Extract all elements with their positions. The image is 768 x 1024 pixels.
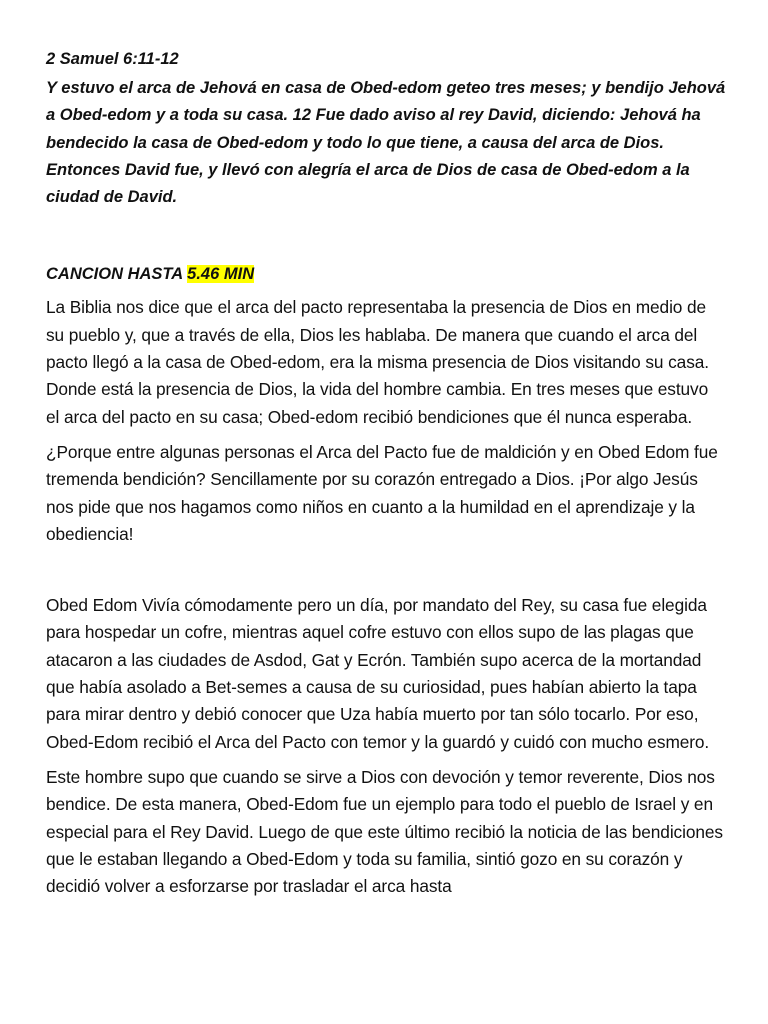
paragraph-1: La Biblia nos dice que el arca del pacto representaba la presencia de Dios en medio de su pueblo y, que a través de ella, Dios les hablaba. De manera que cuando el arca del pacto llegó a la casa de Obed-edom, era la misma presencia de Dios visitando su casa. Donde está la presencia de Dios, la vida del hombre cambia. En tres meses que estuvo el arca del pacto en su casa; Obed-edom recibió bendiciones que él nunca esperaba. (46, 297, 709, 427)
scripture-reference: 2 Samuel 6:11-12 (46, 50, 179, 68)
scripture-verse: Y estuvo el arca de Jehová en casa de Obed-edom geteo tres meses; y bendijo Jehová a Obed-edom y a toda su casa. 12 Fue dado aviso al rey David, diciendo: Jehová ha bendecido la casa de Obed-edom y todo lo que tiene, a causa del arca de Dios. Entonces David fue, y llevó con alegría el arca de Dios de casa de Obed-edom a la ciudad de David. (46, 79, 726, 207)
paragraph-2: ¿Porque entre algunas personas el Arca del Pacto fue de maldición y en Obed Edom fue tremenda bendición? Sencillamente por su corazón entregado a Dios. ¡Por algo Jesús nos pide que nos hagamos como niños en cuanto a la humildad en el aprendizaje y la obediencia! (46, 441, 718, 544)
paragraph-3: Obed Edom Vivía cómodamente pero un día, por mandato del Rey, su casa fue elegida para hospedar un cofre, mientras aquel cofre estuvo con ellos supo de las plagas que atacaron a las ciudades de Asdod, Gat y Ecrón. También supo acerca de la mortandad que había asolado a Bet-semes a causa de su curiosidad, pues habían abierto la tapa para mirar dentro y debió conocer que Uza había muerto por tan sólo tocarlo. Por eso, Obed-Edom recibió el Arca del Pacto con temor y la guardó y cuidó con mucho esmero. (46, 595, 710, 752)
song-note (46, 261, 726, 288)
song-label: CANCION HASTA (46, 265, 188, 284)
song-time-highlight: 5.46 MIN (187, 265, 255, 284)
paragraph-4: Este hombre supo que cuando se sirve a Dios con devoción y temor reverente, Dios nos bendice. De esta manera, Obed-Edom fue un ejemplo para todo el pueblo de Israel y en especial para el Rey David. Luego de que este último recibió la noticia de las bendiciones que le estaban llegando a Obed-Edom y toda su familia, sintió gozo en su corazón y decidió volver a esforzarse por trasladar el arca hasta (46, 766, 723, 897)
document-page (46, 46, 726, 908)
